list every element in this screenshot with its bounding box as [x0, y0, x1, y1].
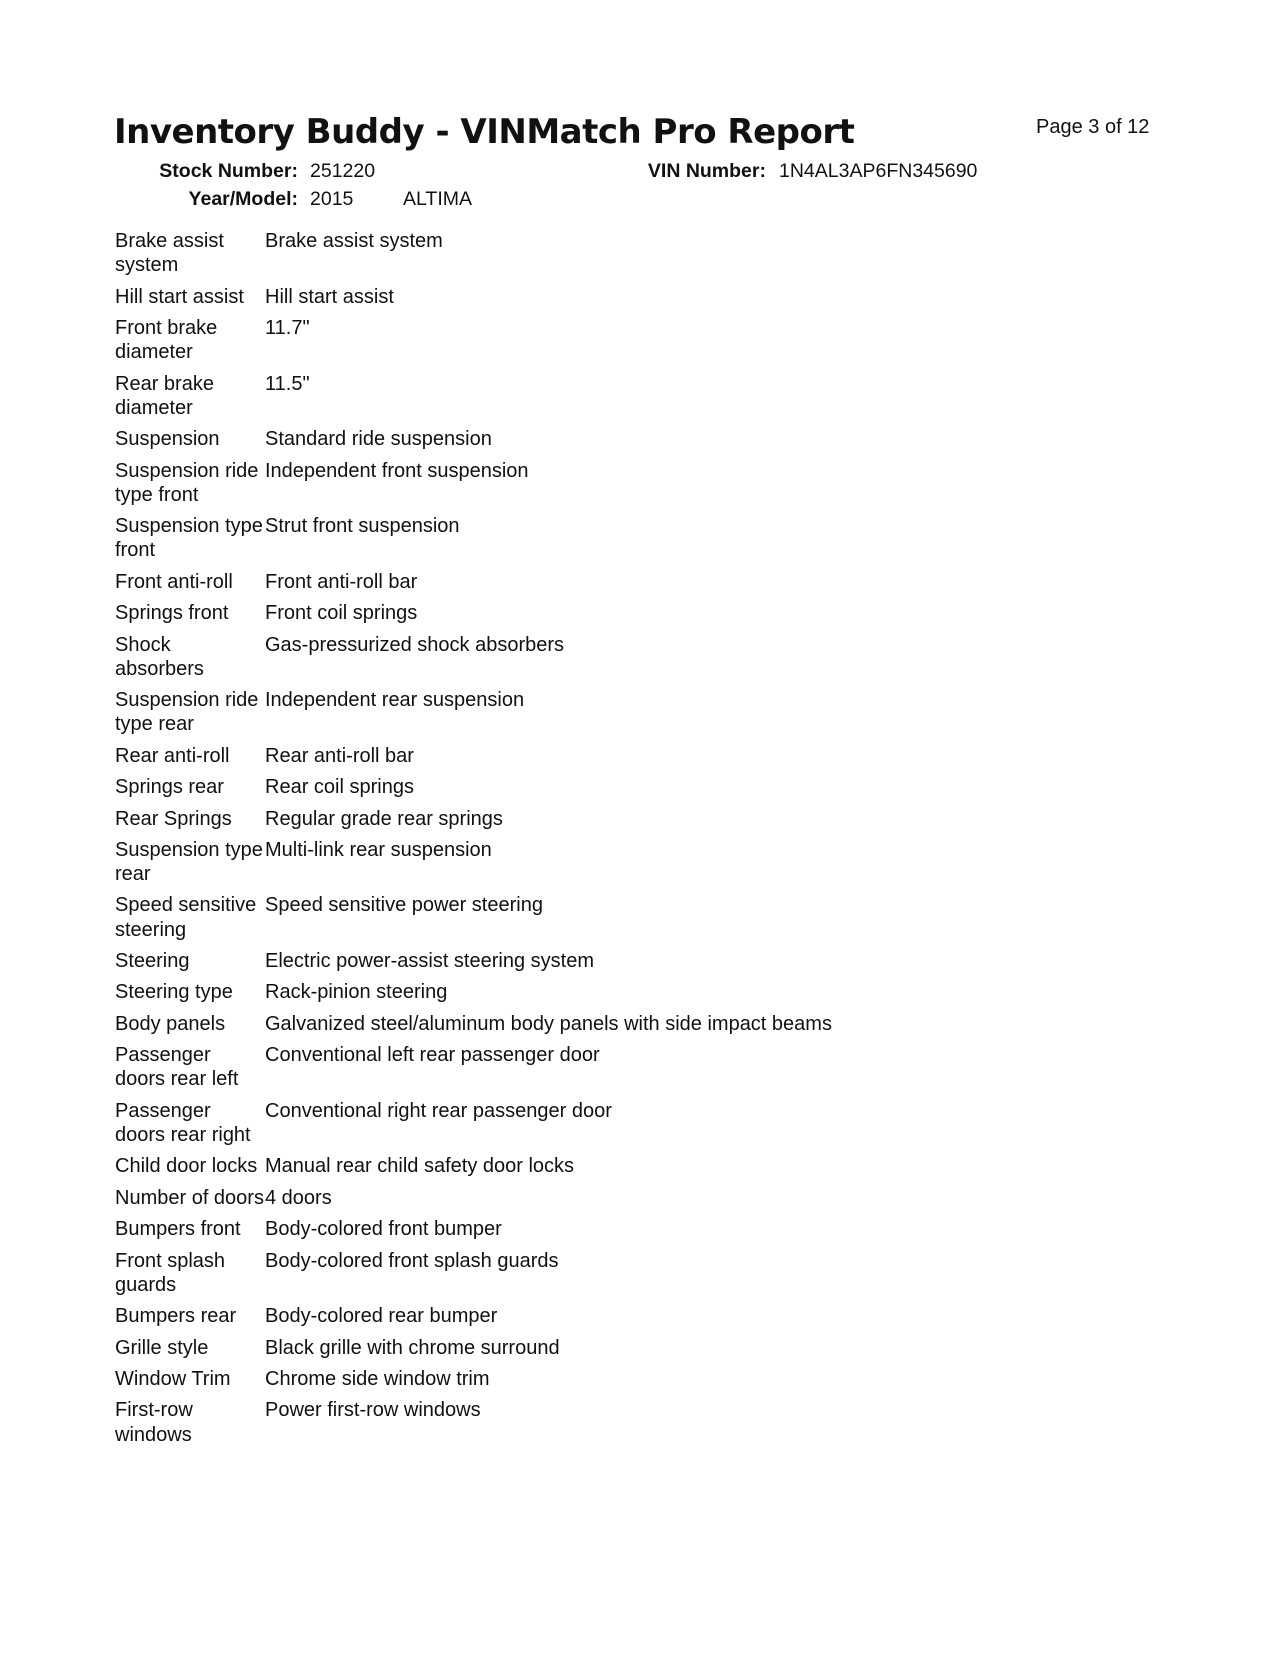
spec-value: Regular grade rear springs	[265, 807, 503, 830]
spec-label: Rear brake diameter	[115, 372, 214, 419]
spec-label: Suspension ride type front	[115, 459, 259, 506]
stock-number-label: Stock Number:	[159, 160, 298, 182]
spec-value: Conventional right rear passenger door	[265, 1099, 612, 1122]
spec-label: Suspension ride type rear	[115, 689, 259, 736]
spec-label: Suspension type rear	[115, 838, 263, 886]
stock-number-value: 251220	[310, 160, 376, 182]
spec-label: Child door locks	[115, 1155, 258, 1178]
spec-label: Speed sensitive steering	[115, 894, 257, 941]
spec-label: Shock absorbers	[115, 633, 204, 680]
page-number: Page 3 of 12	[1036, 116, 1150, 138]
spec-row	[115, 1398, 975, 1446]
spec-value: Strut front suspension	[265, 515, 460, 538]
vin-number-label: VIN Number:	[647, 160, 766, 182]
spec-row	[115, 316, 975, 364]
spec-label: Body panels	[115, 1012, 226, 1035]
spec-label: Brake assist system	[115, 230, 224, 277]
spec-row	[115, 1217, 975, 1241]
spec-row	[115, 1012, 975, 1036]
spec-value: Hill start assist	[265, 285, 394, 308]
spec-label: Rear anti-roll	[115, 744, 230, 767]
spec-row	[115, 744, 975, 768]
spec-value: Manual rear child safety door locks	[265, 1155, 575, 1178]
spec-value: Galvanized steel/aluminum body panels with side impact beams	[265, 1012, 832, 1035]
year-value: 2015	[310, 188, 354, 210]
spec-row	[115, 229, 975, 277]
spec-value: Multi-link rear suspension	[265, 838, 492, 861]
spec-list	[115, 229, 975, 1454]
spec-row	[115, 893, 975, 941]
spec-value: Rack-pinion steering	[265, 981, 448, 1004]
spec-value: Independent rear suspension	[265, 689, 525, 712]
spec-value: Black grille with chrome surround	[265, 1336, 560, 1359]
spec-label: Steering	[115, 950, 190, 973]
spec-label: First-row windows	[115, 1399, 193, 1446]
vin-number-value: 1N4AL3AP6FN345690	[779, 160, 978, 182]
spec-row	[115, 1367, 975, 1391]
spec-row	[115, 980, 975, 1004]
spec-value: 4 doors	[265, 1186, 332, 1209]
spec-row	[115, 1154, 975, 1178]
spec-row	[115, 570, 975, 594]
spec-label: Passenger doors rear left	[115, 1044, 239, 1091]
spec-row	[115, 1043, 975, 1091]
spec-label: Passenger doors rear right	[115, 1099, 251, 1147]
spec-label: Springs front	[115, 602, 229, 625]
spec-value: Body-colored front bumper	[265, 1218, 502, 1241]
spec-value: Brake assist system	[265, 230, 443, 252]
spec-row	[115, 1336, 975, 1360]
spec-label: Front anti-roll	[115, 570, 233, 593]
spec-label: Grille style	[115, 1336, 209, 1359]
spec-row	[115, 838, 975, 886]
spec-value: Power first-row windows	[265, 1399, 481, 1422]
spec-value: Body-colored rear bumper	[265, 1305, 498, 1328]
spec-value: Rear coil springs	[265, 776, 414, 799]
spec-row	[115, 1186, 975, 1210]
spec-label: Suspension	[115, 428, 220, 451]
spec-value: Electric power-assist steering system	[265, 950, 594, 973]
spec-row	[115, 775, 975, 799]
spec-value: Speed sensitive power steering	[265, 894, 543, 917]
spec-label: Front splash guards	[115, 1249, 226, 1296]
spec-value: Chrome side window trim	[265, 1367, 490, 1390]
spec-row	[115, 688, 975, 736]
spec-row	[115, 1304, 975, 1328]
spec-row	[115, 807, 975, 831]
spec-value: Independent front suspension	[265, 459, 529, 482]
spec-row	[115, 633, 975, 681]
spec-label: Suspension type front	[115, 515, 263, 562]
spec-row	[115, 514, 975, 562]
spec-row	[115, 949, 975, 973]
model-value: ALTIMA	[403, 188, 472, 210]
spec-label: Number of doors	[115, 1186, 264, 1209]
year-model-label: Year/Model:	[188, 188, 298, 210]
spec-row	[115, 372, 975, 420]
spec-value: Front coil springs	[265, 602, 418, 625]
spec-value: Gas-pressurized shock absorbers	[265, 633, 565, 656]
spec-label: Front brake diameter	[115, 316, 218, 364]
spec-label: Steering type	[115, 981, 233, 1004]
spec-row	[115, 1249, 975, 1297]
spec-label: Springs rear	[115, 776, 224, 799]
spec-value: Rear anti-roll bar	[265, 744, 414, 767]
spec-label: Hill start assist	[115, 285, 244, 308]
spec-value: 11.5"	[265, 372, 310, 395]
spec-row	[115, 1099, 975, 1147]
spec-value: Conventional left rear passenger door	[265, 1044, 600, 1067]
spec-label: Rear Springs	[115, 807, 232, 830]
spec-row	[115, 459, 975, 507]
spec-label: Bumpers rear	[115, 1305, 237, 1328]
spec-row	[115, 427, 975, 451]
spec-value: Front anti-roll bar	[265, 570, 418, 593]
report-title: Inventory Buddy - VINMatch Pro Report	[114, 112, 855, 152]
spec-value: 11.7"	[265, 316, 310, 339]
spec-value: Body-colored front splash guards	[265, 1249, 559, 1272]
spec-label: Window Trim	[115, 1367, 231, 1390]
spec-row	[115, 285, 975, 309]
spec-value: Standard ride suspension	[265, 428, 492, 451]
spec-label: Bumpers front	[115, 1218, 241, 1241]
spec-row	[115, 601, 975, 625]
